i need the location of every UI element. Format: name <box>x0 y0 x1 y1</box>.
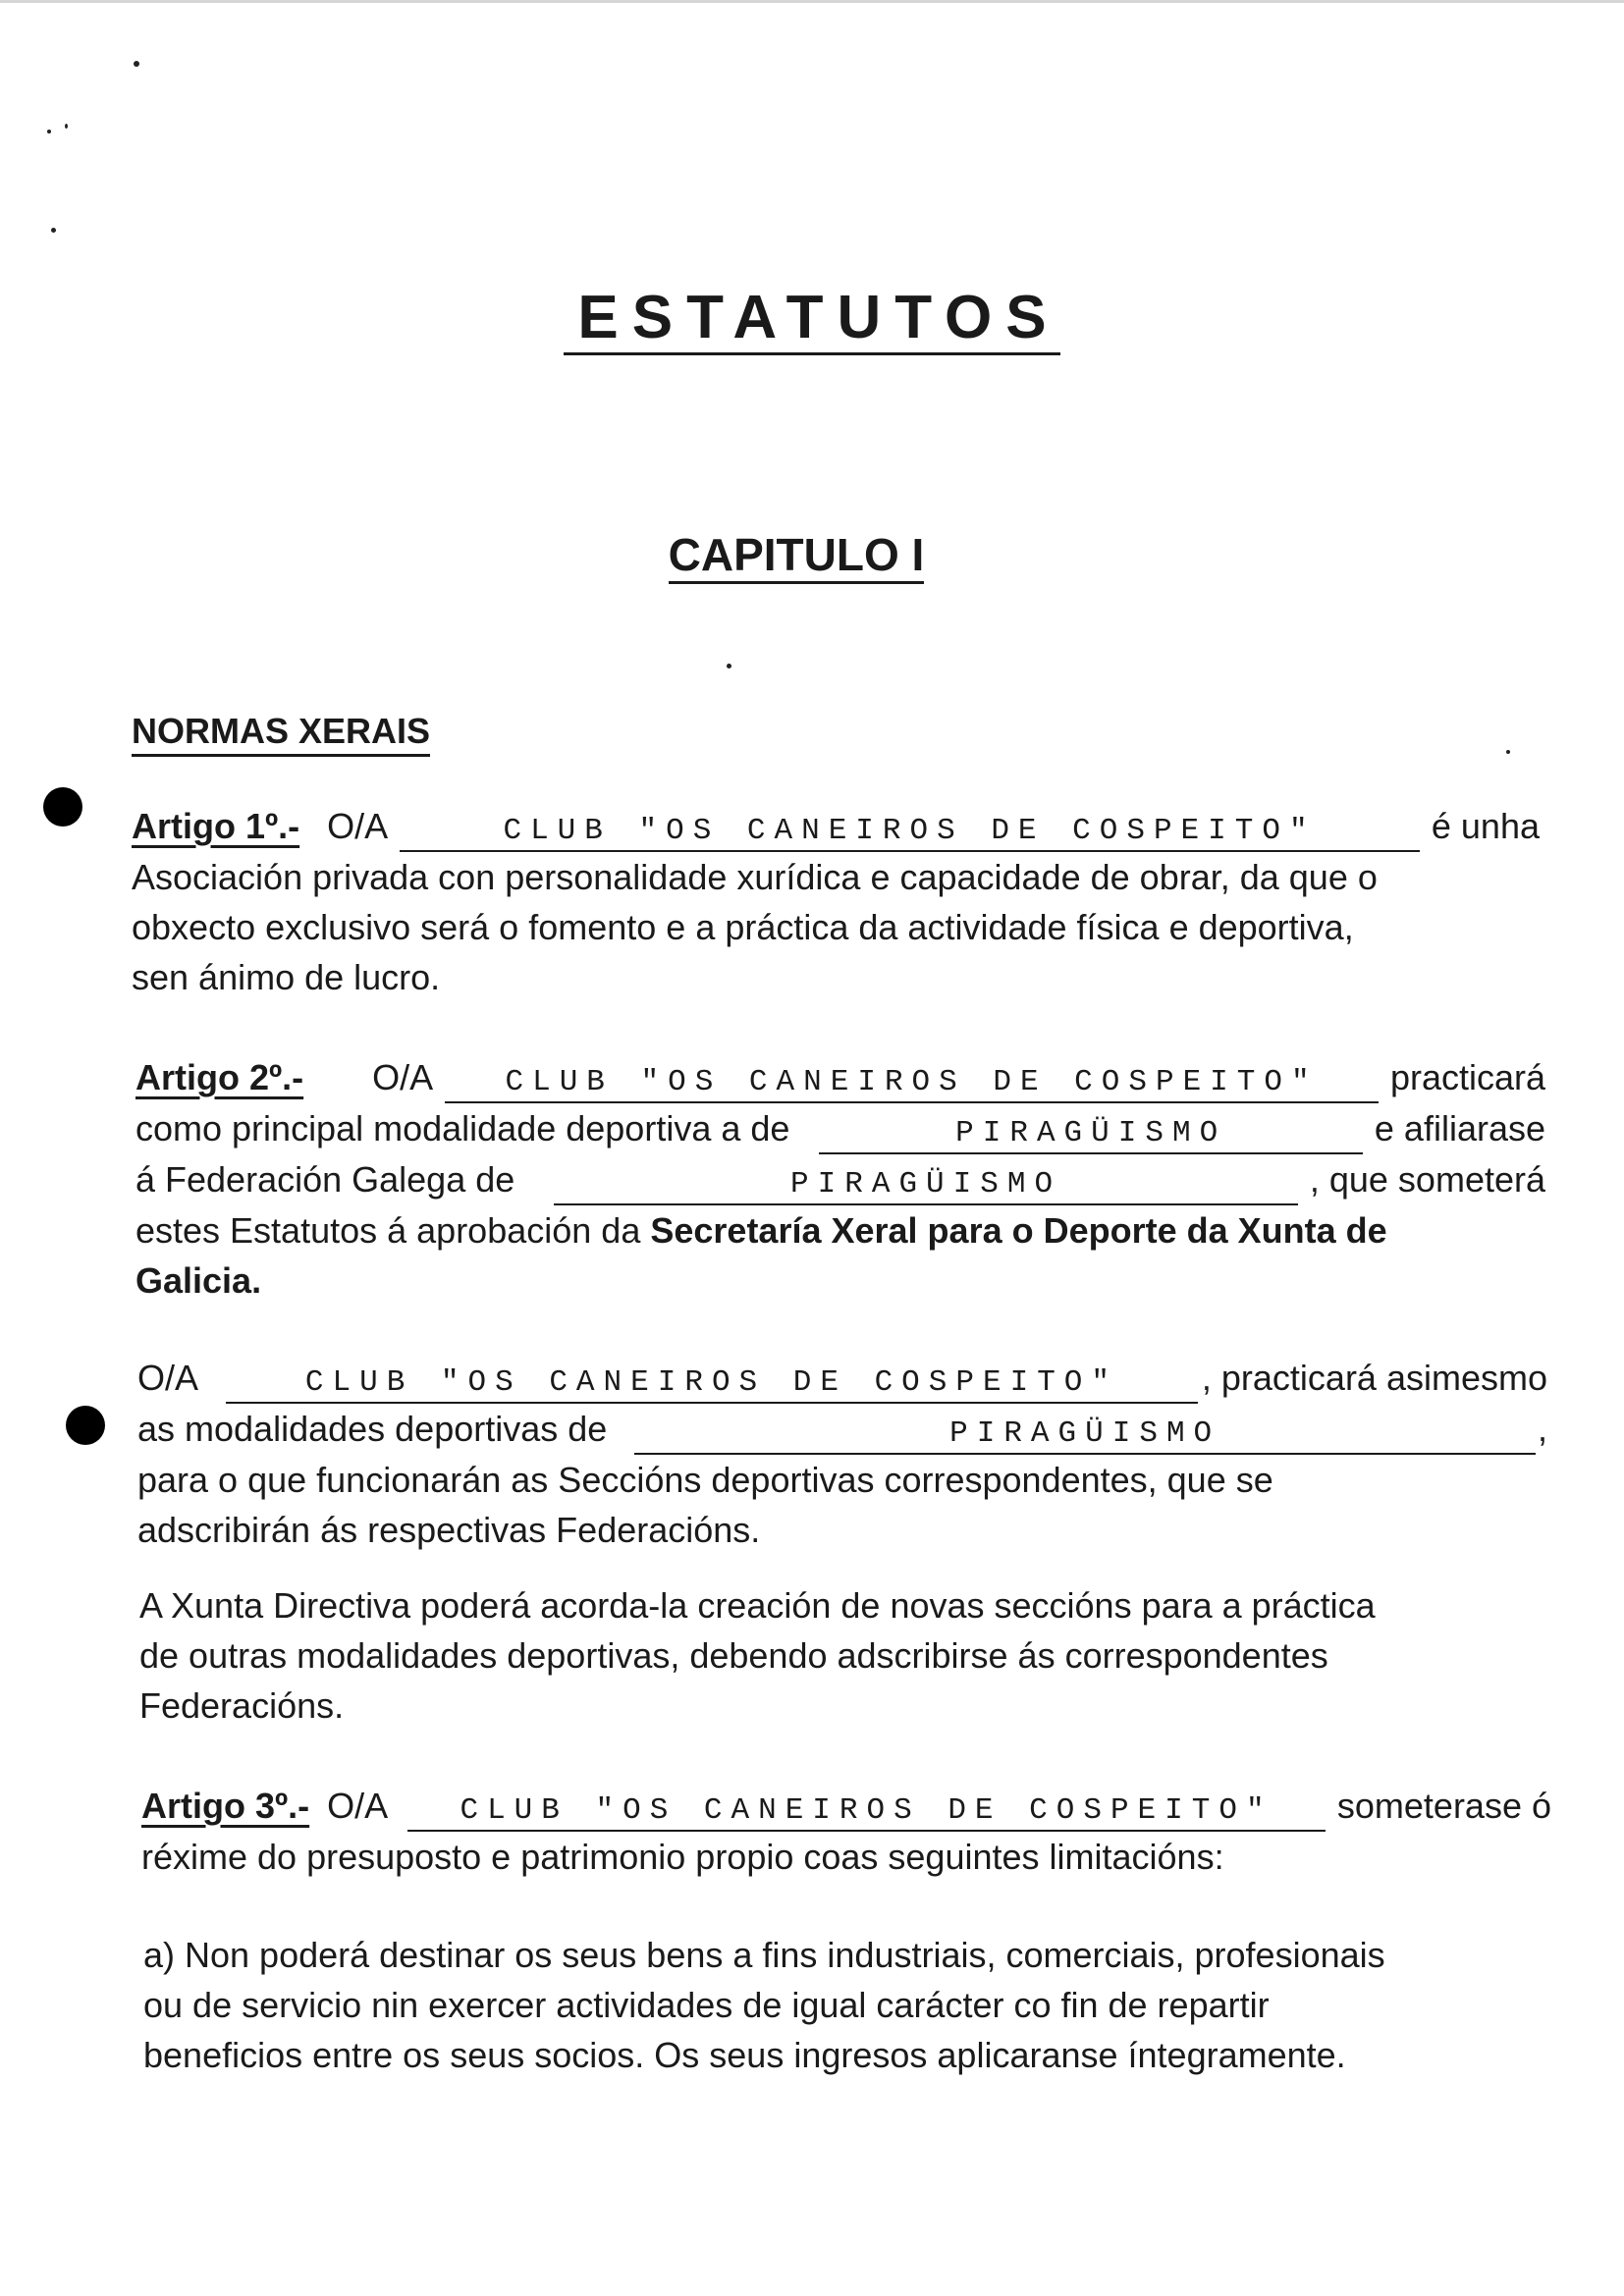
document-title: ESTATUTOS <box>0 283 1624 355</box>
handwritten-club-name: CLUB "OS CANEIROS DE COSPEITO" <box>505 1065 1319 1099</box>
text: O/A <box>372 1057 434 1097</box>
text-line: obxecto exclusivo será o fomento e a práctica da actividade física e deportiva, <box>132 907 1354 947</box>
bold-text: Galicia. <box>135 1260 262 1301</box>
limitation-item-a <box>143 1930 1553 2080</box>
club-name-field <box>400 811 1420 852</box>
modality-field <box>819 1113 1363 1154</box>
handwritten-modality: PIRAGÜISMO <box>949 1416 1221 1451</box>
handwritten-club-name: CLUB "OS CANEIROS DE COSPEITO" <box>503 814 1317 848</box>
text-line: adscribirán ás respectivas Federacións. <box>137 1510 761 1550</box>
modality-field <box>634 1414 1536 1455</box>
text-line: para o que funcionarán as Seccións deportivas correspondentes, que se <box>137 1460 1273 1500</box>
punch-hole <box>66 1406 105 1445</box>
article-label: Artigo 1º.- <box>132 806 300 846</box>
scan-speck <box>47 130 51 133</box>
text: , que someterá <box>1309 1159 1545 1200</box>
text-line: Federacións. <box>139 1685 345 1726</box>
article-label: Artigo 2º.- <box>135 1057 304 1097</box>
handwritten-modality: PIRAGÜISMO <box>790 1167 1062 1201</box>
handwritten-club-name: CLUB "OS CANEIROS DE COSPEITO" <box>304 1365 1118 1400</box>
text: é unha <box>1431 806 1540 846</box>
text: e afiliarase <box>1374 1108 1545 1148</box>
article-label: Artigo 3º.- <box>141 1786 310 1826</box>
text-line: ou de servicio nin exercer actividades de igual carácter co fin de repartir <box>143 1985 1270 2025</box>
text-line: de outras modalidades deportivas, debendo adscribirse ás correspondentes <box>139 1635 1328 1676</box>
text: as modalidades deportivas de <box>137 1409 608 1449</box>
handwritten-club-name: CLUB "OS CANEIROS DE COSPEITO" <box>460 1793 1273 1828</box>
paragraph-new-sections <box>139 1580 1549 1731</box>
text-line: a) Non poderá destinar os seus bens a fins industriais, comerciais, profesionais <box>143 1935 1385 1975</box>
text: O/A <box>137 1358 199 1398</box>
chapter-heading: CAPITULO I <box>0 528 1593 584</box>
scan-edge <box>0 0 1624 3</box>
text-line: beneficios entre os seus socios. Os seus ingresos aplicaranse íntegramente. <box>143 2035 1346 2075</box>
text: á Federación Galega de <box>135 1159 515 1200</box>
club-name-field <box>445 1062 1379 1103</box>
bold-text: Secretaría Xeral para o Deporte da Xunta de <box>650 1210 1387 1251</box>
text: como principal modalidade deportiva a de <box>135 1108 790 1148</box>
text-line: réxime do presuposto e patrimonio propio coas seguintes limitacións: <box>141 1837 1224 1877</box>
text: O/A <box>327 1786 389 1826</box>
club-name-field <box>407 1790 1326 1832</box>
scan-speck <box>1506 750 1510 754</box>
text: O/A <box>327 806 389 846</box>
text: estes Estatutos á aprobación da <box>135 1210 641 1251</box>
article-2 <box>135 1052 1545 1306</box>
paragraph-secondary-modalities <box>137 1353 1547 1555</box>
article-3 <box>141 1781 1551 1882</box>
scan-speck <box>65 124 68 129</box>
section-heading: NORMAS XERAIS <box>132 711 430 752</box>
article-1 <box>132 801 1540 1002</box>
scan-speck <box>134 61 139 67</box>
club-name-field <box>226 1362 1198 1404</box>
text-line: Asociación privada con personalidade xurídica e capacidade de obrar, da que o <box>132 857 1378 897</box>
punch-hole <box>43 787 82 827</box>
text-line: A Xunta Directiva poderá acorda-la creación de novas seccións para a práctica <box>139 1585 1376 1626</box>
handwritten-modality: PIRAGÜISMO <box>955 1116 1227 1150</box>
scan-speck <box>51 228 56 233</box>
text: someterase ó <box>1336 1786 1551 1826</box>
scan-speck <box>727 664 731 668</box>
text: , <box>1537 1409 1547 1449</box>
text-line: sen ánimo de lucro. <box>132 957 441 997</box>
text: , practicará asimesmo <box>1201 1358 1547 1398</box>
text: practicará <box>1389 1057 1545 1097</box>
federation-field <box>554 1164 1298 1205</box>
